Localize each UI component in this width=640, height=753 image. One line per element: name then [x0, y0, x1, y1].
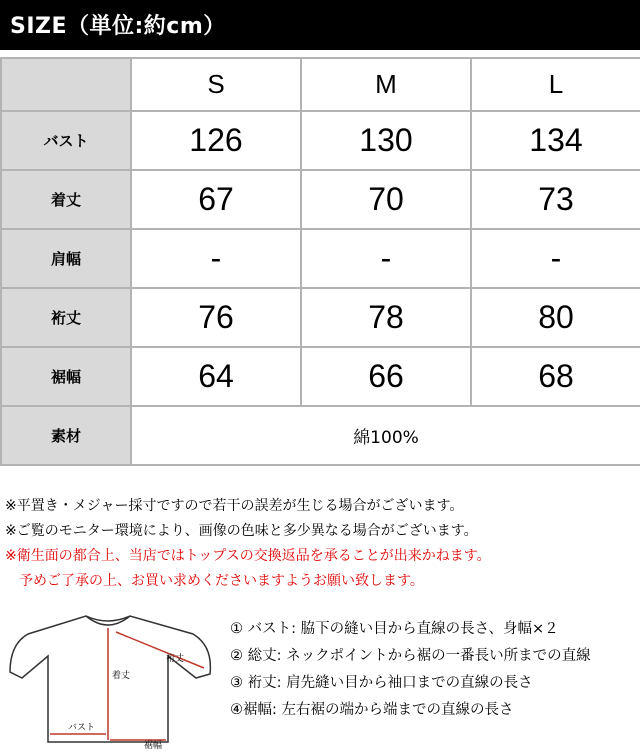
material-row: [1, 406, 640, 465]
definition-length: ② 総丈: ネックポイントから裾の一番長い所までの直線: [230, 648, 591, 664]
row-label: 裄丈: [1, 288, 131, 347]
row-label: 着丈: [1, 170, 131, 229]
cell-value: 70: [301, 170, 471, 229]
cell-value: 66: [301, 347, 471, 406]
cell-value: 78: [301, 288, 471, 347]
table-row: [1, 111, 640, 170]
cell-value: 76: [131, 288, 301, 347]
label-length: 着丈: [112, 671, 131, 681]
table-row: [1, 347, 640, 406]
cell-value: 67: [131, 170, 301, 229]
definition-sleeve: ③ 裄丈: 肩先縫い目から袖口までの直線の長さ: [230, 675, 533, 691]
size-header-m: M: [301, 58, 471, 111]
note-measurement: ※平置き・メジャー採寸ですので若干の誤差が生じる場合がございます。: [5, 498, 464, 514]
size-header-s: S: [131, 58, 301, 111]
definition-hem: ④裾幅: 左右裾の端から端までの直線の長さ: [230, 702, 514, 718]
page-title: SIZE（単位:約cm）: [10, 14, 226, 39]
title-bar: [0, 0, 640, 50]
label-bust: バスト: [68, 723, 96, 733]
cell-value: -: [131, 229, 301, 288]
row-label: 肩幅: [1, 229, 131, 288]
note-monitor: ※ご覧のモニター環境により、画像の色味と多少異なる場合がございます。: [5, 523, 478, 539]
cell-value: 130: [301, 111, 471, 170]
note-no-returns: ※衛生面の都合上、当店ではトップスの交換返品を承ることが出来かねます。: [5, 548, 491, 564]
cell-value: 126: [131, 111, 301, 170]
row-label: 裾幅: [1, 347, 131, 406]
label-sleeve: 裄丈: [166, 654, 185, 664]
garment-illustration: [8, 606, 223, 749]
cell-value: 80: [471, 288, 640, 347]
label-hem: 裾幅: [144, 741, 163, 749]
table-row: [1, 170, 640, 229]
garment-diagram: [8, 606, 223, 749]
cell-value: -: [471, 229, 640, 288]
size-header-l: L: [471, 58, 640, 111]
table-row: [1, 229, 640, 288]
cell-value: 68: [471, 347, 640, 406]
cell-value: 134: [471, 111, 640, 170]
material-value: 綿100%: [131, 406, 640, 465]
notes: [5, 494, 635, 594]
garment-outline: [10, 616, 210, 742]
cell-value: 73: [471, 170, 640, 229]
size-table: [0, 57, 640, 466]
measurement-definitions: [230, 616, 630, 724]
corner-cell: [1, 58, 131, 111]
note-acknowledge: 予めご了承の上、お買い求めくださいますようお願い致します。: [19, 573, 424, 589]
size-header-row: [1, 58, 640, 111]
cell-value: -: [301, 229, 471, 288]
cell-value: 64: [131, 347, 301, 406]
material-label: 素材: [1, 406, 131, 465]
row-label: バスト: [1, 111, 131, 170]
definition-bust: ① バスト: 脇下の縫い目から直線の長さ、身幅×２: [230, 621, 559, 637]
table-row: [1, 288, 640, 347]
